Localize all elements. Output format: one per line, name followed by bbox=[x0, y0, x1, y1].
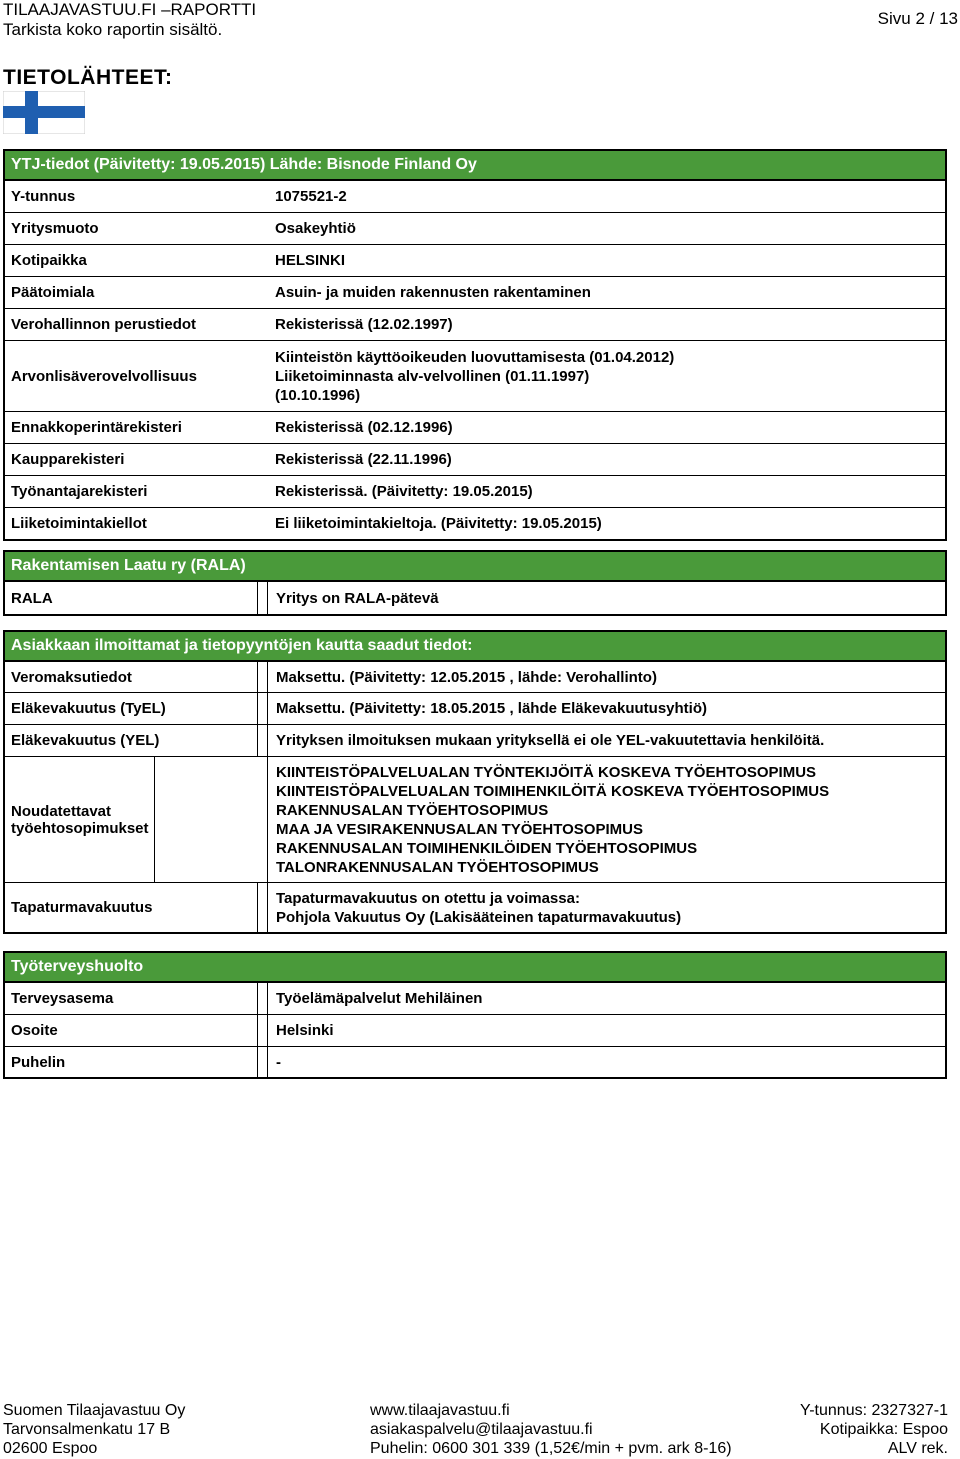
row-label: Arvonlisäverovelvollisuus bbox=[11, 367, 197, 385]
row-label: Osoite bbox=[5, 1015, 258, 1046]
row-label: Päätoimiala bbox=[11, 284, 95, 301]
row-value: TALONRAKENNUSALAN TYÖEHTOSOPIMUS bbox=[276, 858, 599, 876]
row-value: Asuin- ja muiden rakennusten rakentaminen bbox=[275, 284, 591, 301]
finnish-flag-icon bbox=[3, 91, 85, 134]
footer-line: Y-tunnus: 2327327-1 bbox=[800, 1402, 948, 1419]
row-value: Ei liiketoimintakieltoja. (Päivitetty: 19.05.2015) bbox=[275, 515, 602, 532]
row-value: Työelämäpalvelut Mehiläinen bbox=[276, 990, 483, 1007]
health-row-puhelin bbox=[5, 1047, 945, 1077]
ytj-section bbox=[3, 149, 947, 541]
customer-row-tyel bbox=[5, 693, 945, 725]
row-label: Ennakkoperintärekisteri bbox=[11, 419, 182, 436]
row-value: KIINTEISTÖPALVELUALAN TYÖNTEKIJÖITÄ KOSKEVA TYÖEHTOSOPIMUS bbox=[276, 763, 817, 781]
footer-line: ALV rek. bbox=[887, 1440, 948, 1457]
row-label: Verohallinnon perustiedot bbox=[11, 316, 197, 333]
row-label: Eläkevakuutus (TyEL) bbox=[5, 693, 258, 724]
ytj-row-yritysmuoto bbox=[5, 213, 945, 245]
customer-info-section bbox=[3, 630, 947, 934]
row-label: RALA bbox=[5, 582, 258, 614]
page-number: Sivu 2 / 13 bbox=[877, 9, 958, 28]
row-value: 1075521-2 bbox=[275, 188, 347, 205]
ytj-row-ennakkoperinta bbox=[5, 412, 945, 444]
row-label: Yritysmuoto bbox=[11, 220, 99, 237]
footer-line: 02600 Espoo bbox=[3, 1440, 98, 1457]
row-value: Rekisterissä (12.02.1997) bbox=[275, 316, 453, 333]
customer-row-tes bbox=[5, 757, 945, 883]
row-value: KIINTEISTÖPALVELUALAN TOIMIHENKILÖITÄ KOSKEVA TYÖEHTOSOPIMUS bbox=[276, 782, 830, 800]
footer-line: Tarvonsalmenkatu 17 B bbox=[3, 1421, 171, 1438]
row-label: Puhelin bbox=[5, 1047, 258, 1077]
ytj-row-tyonantaja bbox=[5, 476, 945, 508]
ytj-row-paatoimiala bbox=[5, 277, 945, 309]
customer-info-section-header: Asiakkaan ilmoittamat ja tietopyyntöjen kautta saadut tiedot: bbox=[5, 632, 945, 662]
customer-row-veromaksut bbox=[5, 662, 945, 693]
row-value: Maksettu. (Päivitetty: 18.05.2015 , lähde Eläkevakuutusyhtiö) bbox=[276, 700, 708, 717]
row-value: Pohjola Vakuutus Oy (Lakisääteinen tapaturmavakuutus) bbox=[276, 908, 682, 926]
health-section-header: Työterveyshuolto bbox=[5, 953, 945, 983]
row-value: MAA JA VESIRAKENNUSALAN TYÖEHTOSOPIMUS bbox=[276, 820, 643, 838]
row-value: - bbox=[276, 1053, 281, 1071]
footer-line: Puhelin: 0600 301 339 (1,52€/min + pvm. ark 8-16) bbox=[370, 1440, 732, 1457]
row-value: Rekisterissä (22.11.1996) bbox=[275, 451, 452, 468]
rala-row bbox=[5, 582, 945, 614]
row-label: Veromaksutiedot bbox=[5, 662, 258, 692]
report-header bbox=[3, 0, 958, 44]
row-value: Maksettu. (Päivitetty: 12.05.2015 , lähde: Verohallinto) bbox=[276, 668, 657, 686]
customer-row-yel bbox=[5, 725, 945, 757]
row-value: Helsinki bbox=[276, 1022, 334, 1039]
row-label: Työnantajarekisteri bbox=[11, 483, 148, 500]
row-value: (10.10.1996) bbox=[275, 386, 361, 404]
row-value: Liiketoiminnasta alv-velvollinen (01.11.1997) bbox=[275, 367, 590, 385]
ytj-section-header: YTJ-tiedot (Päivitetty: 19.05.2015) Lähde: Bisnode Finland Oy bbox=[5, 151, 945, 181]
row-label: Eläkevakuutus (YEL) bbox=[5, 725, 258, 756]
ytj-row-kaupparekisteri bbox=[5, 444, 945, 476]
footer-contact bbox=[370, 1401, 732, 1458]
row-value: Osakeyhtiö bbox=[275, 220, 356, 237]
row-label: Y-tunnus bbox=[11, 188, 76, 205]
row-value: Yrityksen ilmoituksen mukaan yrityksellä ei ole YEL-vakuutettavia henkilöitä. bbox=[276, 732, 825, 749]
row-label: Kotipaikka bbox=[11, 252, 87, 269]
footer-line: Kotipaikka: Espoo bbox=[819, 1421, 948, 1438]
footer-company bbox=[3, 1401, 185, 1458]
row-value: HELSINKI bbox=[275, 252, 346, 269]
row-value: Rekisterissä. (Päivitetty: 19.05.2015) bbox=[275, 483, 533, 500]
footer-website-link[interactable]: www.tilaajavastuu.fi bbox=[370, 1402, 510, 1419]
row-label: Kaupparekisteri bbox=[11, 451, 125, 468]
row-label: Noudatettavat työehtosopimukset bbox=[5, 757, 155, 882]
row-value: Tapaturmavakuutus on otettu ja voimassa: bbox=[276, 889, 580, 907]
row-value: RAKENNUSALAN TYÖEHTOSOPIMUS bbox=[276, 801, 549, 819]
row-value: Rekisterissä (02.12.1996) bbox=[275, 419, 453, 436]
ytj-row-kotipaikka bbox=[5, 245, 945, 277]
row-label: Tapaturmavakuutus bbox=[5, 883, 258, 932]
row-value: RAKENNUSALAN TOIMIHENKILÖIDEN TYÖEHTOSOPIMUS bbox=[276, 839, 698, 857]
rala-section bbox=[3, 550, 947, 616]
report-subtitle: Tarkista koko raportin sisältö. bbox=[3, 20, 223, 39]
health-row-osoite bbox=[5, 1015, 945, 1047]
ytj-row-verohallinto bbox=[5, 309, 945, 341]
row-label: Liiketoimintakiellot bbox=[11, 515, 147, 532]
footer-line: Suomen Tilaajavastuu Oy bbox=[3, 1402, 186, 1419]
ytj-row-y-tunnus bbox=[5, 181, 945, 213]
row-label: Terveysasema bbox=[5, 983, 258, 1014]
ytj-row-liiketoimintakiellot bbox=[5, 508, 945, 539]
sources-title: TIETOLÄHTEET: bbox=[3, 66, 173, 89]
health-row-terveysasema bbox=[5, 983, 945, 1015]
rala-section-header: Rakentamisen Laatu ry (RALA) bbox=[5, 552, 945, 582]
footer-registration bbox=[800, 1401, 948, 1458]
footer-email-link[interactable]: asiakaspalvelu@tilaajavastuu.fi bbox=[370, 1421, 593, 1438]
customer-row-tapaturma bbox=[5, 883, 945, 932]
health-section bbox=[3, 951, 947, 1079]
report-title: TILAAJAVASTUU.FI –RAPORTTI bbox=[3, 0, 257, 19]
ytj-row-alv bbox=[5, 341, 945, 412]
row-value: Yritys on RALA-pätevä bbox=[276, 589, 439, 607]
ytj-rows bbox=[5, 181, 945, 539]
row-value: Kiinteistön käyttöoikeuden luovuttamisesta (01.04.2012) bbox=[275, 348, 675, 366]
